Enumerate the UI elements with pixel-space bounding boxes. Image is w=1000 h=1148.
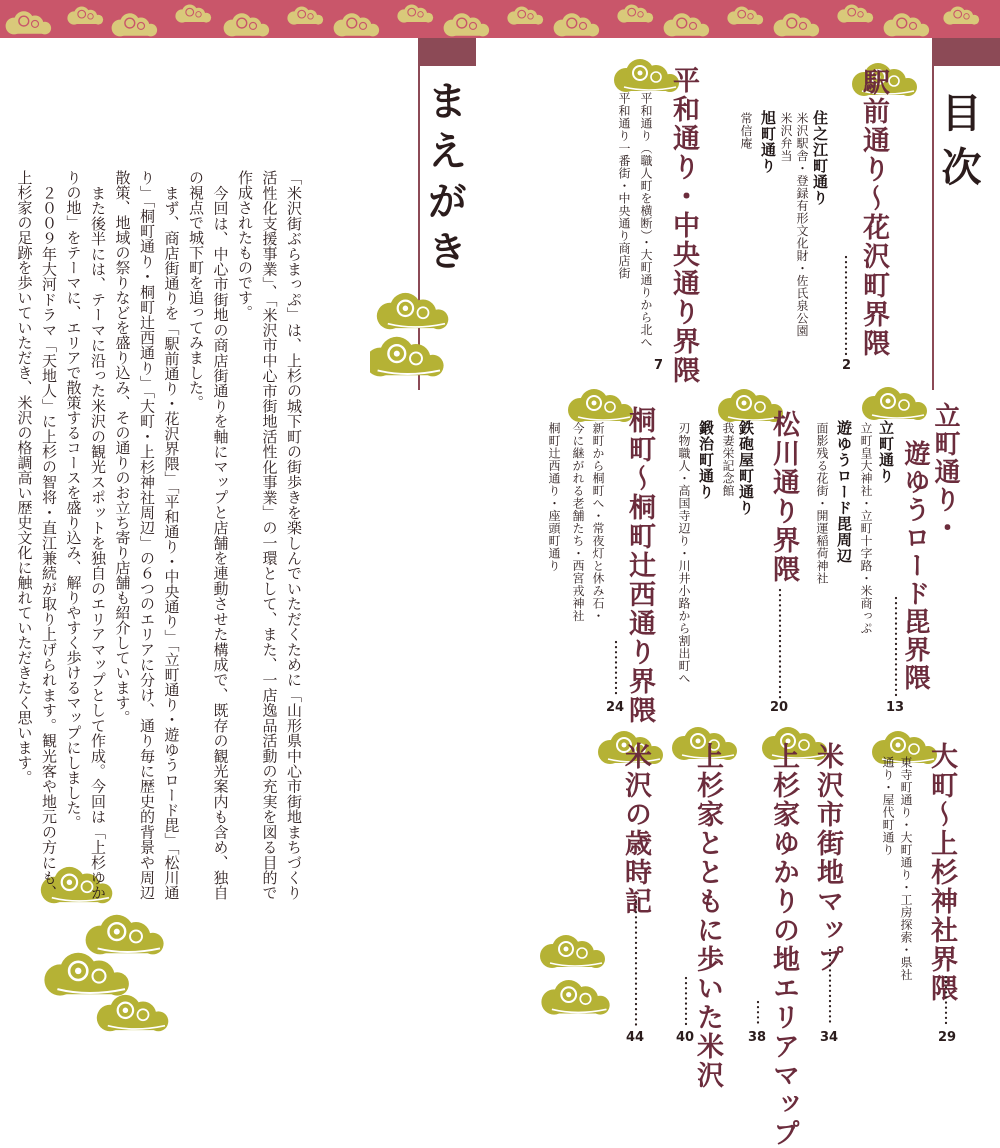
toc-subsection: 遊ゆうロード毘周辺 xyxy=(835,420,853,564)
toc-section-title[interactable]: 松川通り界隈 xyxy=(768,410,799,584)
toc-leader-dots xyxy=(843,255,849,359)
toc-subsection: 旭町通り xyxy=(759,110,777,174)
toc-title: 目次 xyxy=(935,92,982,200)
preface-header-tab xyxy=(418,38,476,66)
toc-detail: 常信庵 xyxy=(739,112,753,150)
toc-header-tab xyxy=(932,38,1000,66)
toc-detail: 今に継がれる老舗たち・西宮戎神社 xyxy=(571,422,585,622)
preface-paragraph: 今回は、中心市街地の商店街通りを軸にマップと店舗を連動させた構成で、既存の観光案内も含め、独自の視点で城下町を追ってみました。 xyxy=(187,170,230,901)
toc-subsection: 住之江町通り xyxy=(811,110,829,206)
preface-paragraph: また後半には、テーマに沿った米沢の観光スポットを独自のエリアマップとして作成。今回は「上杉ゆかりの地」をテーマに、エリアで散策するコースを盛り込み、解りやすく歩けるマップにしました。 xyxy=(64,170,107,901)
toc-section-title[interactable]: 桐町～桐町辻西通り界隈 xyxy=(624,406,655,725)
toc-leader-dots xyxy=(633,900,639,1028)
toc-page-number: 7 xyxy=(654,358,664,373)
preface-paragraph: ２００９年大河ドラマ「天地人」に上杉の智将・直江兼続が取り上げられます。観光客や地元の方にも、上杉家の足跡を歩いていただき、米沢の格調高い歴史文化に触れていただきたく思います。 xyxy=(15,170,58,901)
header-band xyxy=(0,0,1000,38)
toc-leader-dots xyxy=(777,588,783,700)
cloud-pattern-band xyxy=(0,0,1000,38)
toc-detail: 立町皇大神社・立町十字路・米商っぷ xyxy=(859,422,873,635)
toc-rule xyxy=(932,60,934,390)
toc-subsection: 鍛治町通り xyxy=(697,420,715,500)
toc-section-title[interactable]: 平和通り・中央通り界隈 xyxy=(668,66,699,385)
preface-paragraph: まず、商店街通りを「駅前通り・花沢界隈」「平和通り・中央通り」「立町通り・遊ゆうロード毘」「松川通り」「桐町通り・桐町辻西通り」「大町・上杉神社周辺」の６つのエリアに分け、通り毎に歴史的背景や周辺散策、地域の祭りなどを盛り込み、その通りのお立ち寄り店舗も紹介しています。 xyxy=(113,170,181,900)
toc-detail: 面影残る花街・開運稲荷神社 xyxy=(815,422,829,585)
toc-detail: 我妻栄記念館 xyxy=(721,422,735,497)
toc-section-title[interactable]: 米沢の歳時記 xyxy=(620,742,651,916)
toc-subsection: 鉄砲屋町通り xyxy=(737,420,755,516)
toc-section-title[interactable]: 立町通り・ xyxy=(930,402,960,542)
toc-detail: 東寺町通り・大町通り・工房探索・県社 xyxy=(899,756,913,981)
toc-leader-dots xyxy=(755,1000,761,1028)
toc-section-title[interactable]: 米沢市街地マップ xyxy=(812,742,843,974)
toc-page-number: 34 xyxy=(820,1030,839,1045)
toc-detail: 平和通り一番街・中央通り商店街 xyxy=(617,92,631,280)
cloud-icon xyxy=(860,384,940,424)
toc-detail: 刃物職人・高国寺辺り・川井小路から割出町へ xyxy=(677,422,691,685)
toc-page-number: 40 xyxy=(676,1030,695,1045)
preface-paragraph: 「米沢街ぶらまっぷ」は、上杉の城下町の街歩きを楽しんでいただくために「山形県中心市街地まちづくり活性化支援事業」、「米沢市中心市街地活性化事業」の一環として、また、一店逸品活動の充実を図る目的で作成されたものです。 xyxy=(236,170,303,900)
toc-section-title[interactable]: 上杉家ゆかりの地エリアマップ xyxy=(768,742,799,1148)
preface-title: まえがき xyxy=(421,80,468,280)
preface-body xyxy=(15,170,306,901)
toc-detail: 米沢弁当 xyxy=(779,112,793,162)
toc-section-title[interactable]: 遊ゆうロード毘界隈 xyxy=(900,440,930,692)
toc-detail: 新町から桐町へ・常夜灯と休み石・ xyxy=(591,422,605,622)
toc-leader-dots xyxy=(827,948,833,1028)
toc-leader-dots xyxy=(683,976,689,1028)
toc-page-number: 38 xyxy=(748,1030,767,1045)
toc-leader-dots xyxy=(893,596,899,700)
toc-page-number: 29 xyxy=(938,1030,957,1045)
toc-detail: 米沢駅舎・登録有形文化財・佐氏泉公園 xyxy=(795,112,809,337)
toc-leader-dots xyxy=(613,640,619,700)
toc-section-title[interactable]: 大町～上杉神社界隈 xyxy=(926,742,957,1003)
toc-section-title[interactable]: 駅前通り～花沢町界隈 xyxy=(858,68,889,358)
toc-section-title[interactable]: 上杉家とともに歩いた米沢 xyxy=(692,742,723,1090)
toc-detail: 桐町辻西通り・座頭町通り xyxy=(547,422,561,572)
toc-page-number: 24 xyxy=(606,700,625,715)
toc-detail: 通り・屋代町通り xyxy=(881,756,895,856)
cloud-icon xyxy=(370,290,450,390)
toc-page-number: 2 xyxy=(842,358,852,373)
toc-page-number: 20 xyxy=(770,700,789,715)
toc-page-number: 44 xyxy=(626,1030,645,1045)
toc-page-number: 13 xyxy=(886,700,905,715)
toc-leader-dots xyxy=(943,975,949,1029)
cloud-icon xyxy=(540,930,620,1030)
toc-subsection: 立町通り xyxy=(877,420,895,484)
toc-detail: 平和通り（職人町を横断）・大町通りから北へ xyxy=(639,92,653,349)
